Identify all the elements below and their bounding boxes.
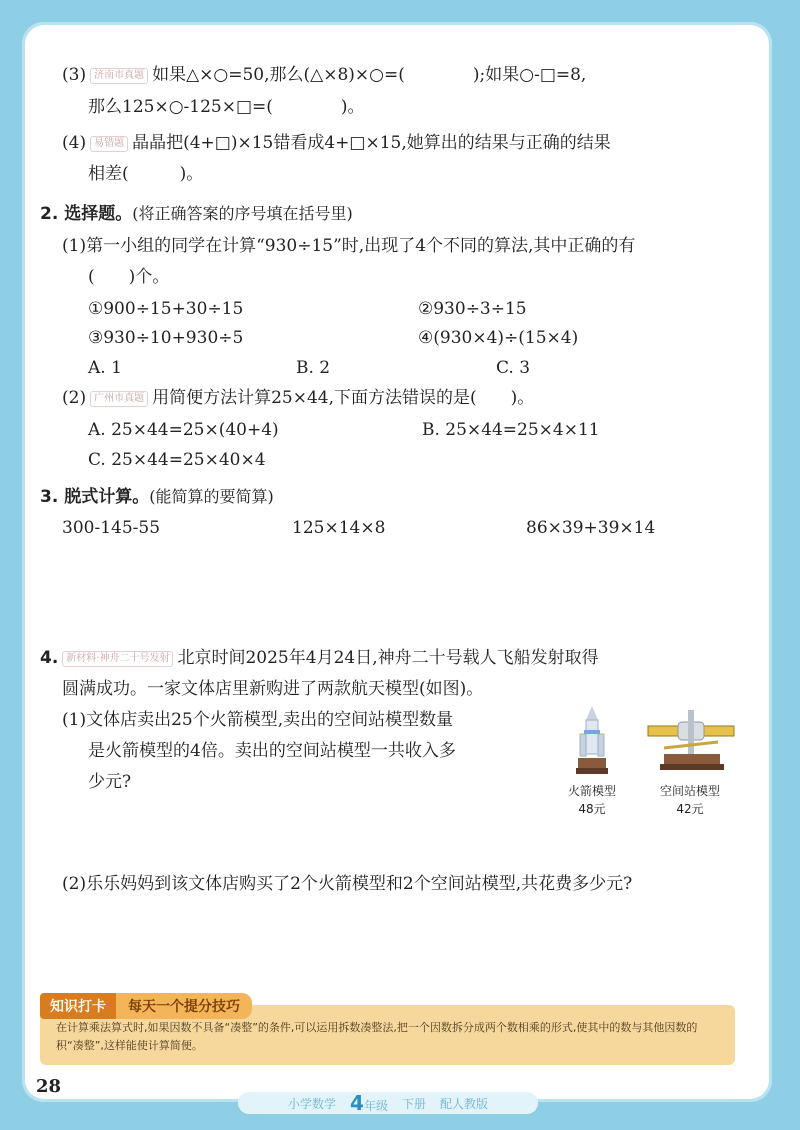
footer-banner	[238, 1092, 538, 1114]
q4-line2: 圆满成功。一家文体店里新购进了两款航天模型(如图)。	[62, 679, 484, 699]
q2-item1-line2: ( )个。	[88, 267, 170, 287]
item-number: (3)	[62, 65, 87, 85]
question-text: 北京时间2025年4月24日,神舟二十号载人飞船发射取得	[177, 648, 599, 668]
footer-grade: 4	[350, 1091, 364, 1115]
question-text: 用简便方法计算25×44,下面方法错误的是( )。	[152, 388, 535, 408]
expression-1: 300-145-55	[62, 518, 161, 538]
footer-edition: 配人教版	[439, 1096, 488, 1111]
q4-sub1-line3: 少元?	[88, 772, 132, 792]
question-text: 晶晶把(4+□)×15错看成4+□×15,她算出的结果与正确的结果	[132, 133, 611, 153]
q2-heading	[40, 201, 353, 227]
source-tag: 新材料·神舟二十号发射	[62, 651, 173, 667]
space-station-model-price: 42元	[676, 802, 704, 816]
tip-label: 知识打卡	[40, 993, 116, 1019]
source-tag: 广州市真题	[90, 391, 148, 407]
footer-grade-unit: 年级	[363, 1099, 388, 1113]
rocket-model-name: 火箭模型	[567, 784, 616, 798]
section-title: 3. 脱式计算。	[40, 487, 150, 507]
choice-a: A. 25×44=25×(40+4)	[88, 420, 279, 440]
q1-item3-line1	[62, 62, 586, 88]
option-3: ③930÷10+930÷5	[88, 328, 244, 348]
expression-2: 125×14×8	[292, 518, 386, 538]
section-note: (将正确答案的序号填在括号里)	[132, 204, 353, 223]
q3-heading	[40, 484, 274, 510]
q4-sub1-line2: 是火箭模型的4倍。卖出的空间站模型一共收入多	[88, 741, 456, 761]
tip-header	[40, 993, 252, 1019]
q1-item3-line2: 那么125×○-125×□=( )。	[88, 97, 365, 117]
expression-3: 86×39+39×14	[526, 518, 656, 538]
choice-c: C. 25×44=25×40×4	[88, 450, 266, 470]
item-number: (4)	[62, 133, 87, 153]
option-4: ④(930×4)÷(15×4)	[418, 328, 579, 348]
source-tag: 易错题	[90, 136, 128, 152]
source-tag: 济南市真题	[90, 68, 148, 84]
rocket-model-price: 48元	[578, 802, 606, 816]
q2-item1-line1: (1)第一小组的同学在计算“930÷15”时,出现了4个不同的算法,其中正确的有	[62, 236, 636, 256]
q1-item4-line2: 相差( )。	[88, 164, 204, 184]
question-text: 如果△×○=50,那么(△×8)×○=( );如果○-□=8,	[152, 65, 587, 85]
tip-text: 在计算乘法算式时,如果因数不具备“凑整”的条件,可以运用拆数凑整法,把一个因数拆分成两个数相乘的形式,使其中的数与其他因数的积“凑整”,这样能使计算简便。	[56, 1021, 698, 1052]
choice-b: B. 2	[296, 358, 331, 378]
q4-sub1-line1: (1)文体店卖出25个火箭模型,卖出的空间站模型数量	[62, 710, 454, 730]
space-station-model-image	[644, 708, 738, 774]
option-1: ①900÷15+30÷15	[88, 299, 244, 319]
rocket-model-image	[572, 704, 612, 778]
page-number: 28	[36, 1076, 62, 1097]
section-number: 4.	[40, 648, 59, 668]
q4-sub2: (2)乐乐妈妈到该文体店购买了2个火箭模型和2个空间站模型,共花费多少元?	[62, 874, 633, 894]
choice-b: B. 25×44=25×4×11	[422, 420, 600, 440]
q2-item2-line	[62, 385, 534, 411]
q1-item4-line1	[62, 130, 611, 156]
option-2: ②930÷3÷15	[418, 299, 527, 319]
space-station-model-name: 空间站模型	[659, 784, 720, 798]
tip-title: 每天一个提分技巧	[116, 993, 252, 1019]
item-number: (2)	[62, 388, 87, 408]
choice-a: A. 1	[88, 358, 122, 378]
section-note: (能简算的要简算)	[149, 487, 274, 506]
choice-c: C. 3	[496, 358, 531, 378]
q4-line1	[40, 645, 599, 671]
footer-subject: 小学数学	[288, 1096, 337, 1111]
section-title: 2. 选择题。	[40, 204, 133, 224]
footer-term: 下册	[401, 1096, 426, 1111]
